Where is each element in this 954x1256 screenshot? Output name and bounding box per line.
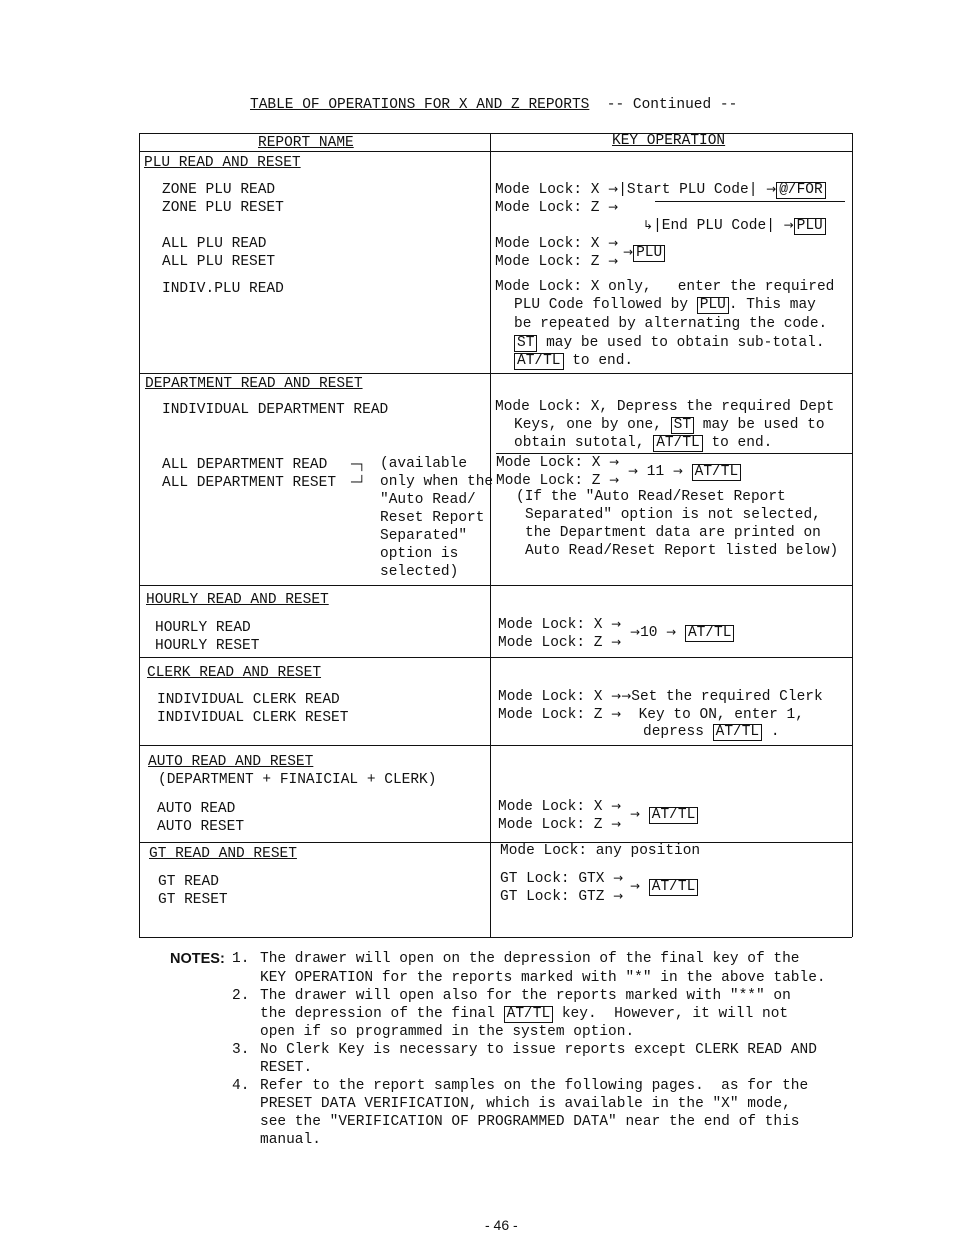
notes-label: NOTES: <box>170 951 225 967</box>
all-plu-op-1-text: Mode Lock: X <box>495 236 600 252</box>
hourly-op-2-text: Mode Lock: Z <box>498 635 603 651</box>
clerk-op-2-text: Mode Lock: Z <box>498 707 603 723</box>
hourly-code-wrap <box>630 623 734 642</box>
arrow-right-icon: → <box>628 464 639 478</box>
clerk-read: INDIVIDUAL CLERK READ <box>157 692 340 708</box>
hourly-code: 10 <box>640 625 658 641</box>
arrow-return-icon: ↳ <box>643 218 654 232</box>
dept-note-1: (If the "Auto Read/Reset Report <box>516 489 786 505</box>
auto-op-1-text: Mode Lock: X <box>498 799 603 815</box>
zone-op-3: ↳|End PLU Code| → PLU <box>643 216 826 235</box>
all-plu-op-2-text: Mode Lock: Z <box>495 254 600 270</box>
note-1-line-1: The drawer will open on the depression of the final key of the <box>260 951 800 967</box>
auto-heading: AUTO READ AND RESET <box>148 754 314 770</box>
note-4-line-1: Refer to the report samples on the following pages. as for the <box>260 1078 809 1094</box>
key-plu: PLU <box>697 297 729 314</box>
all-plu-op-1 <box>495 234 618 253</box>
hourly-op-2 <box>498 633 621 652</box>
all-dept-reset: ALL DEPARTMENT RESET <box>162 475 337 491</box>
auto-op-2 <box>498 815 621 834</box>
auto-key-wrap <box>630 805 698 824</box>
key-at-for: @/FOR <box>776 182 826 199</box>
arrow-right-icon: → <box>611 799 622 813</box>
plu-heading: PLU READ AND RESET <box>144 155 301 171</box>
auto-sub: (DEPARTMENT + FINAICIAL + CLERK) <box>158 772 437 788</box>
arrow-right-icon: → <box>666 625 677 639</box>
arrow-right-icon: → <box>766 182 777 196</box>
clerk-reset: INDIVIDUAL CLERK RESET <box>157 710 349 726</box>
gt-heading: GT READ AND RESET <box>149 846 297 862</box>
table-bottom-border <box>139 937 852 938</box>
divider-dept <box>139 585 852 586</box>
arrow-right-icon: → <box>608 182 619 196</box>
arrow-right-icon: → <box>613 889 624 903</box>
arrow-right-icon: → <box>608 254 619 268</box>
key-at-tl: AT/TL <box>653 435 703 452</box>
indiv-plu-read: INDIV.PLU READ <box>162 281 284 297</box>
indiv-plu-op-2b: . This may <box>728 297 816 313</box>
dept-note-2: Separated" option is not selected, <box>525 507 821 523</box>
arrow-right-icon: → <box>611 635 622 649</box>
indiv-dept-op-2 <box>514 416 825 434</box>
all-dept-op-1 <box>496 453 619 472</box>
arrow-right-icon: → <box>613 871 624 885</box>
header-key-operation: KEY OPERATION <box>612 133 726 149</box>
indiv-dept-op-2a: Keys, one by one, <box>514 417 671 433</box>
note-4-line-2: PRESET DATA VERIFICATION, which is available in the "X" mode, <box>260 1096 791 1112</box>
clerk-op-3-text: depress <box>643 724 713 740</box>
indiv-dept-op-3b: to end. <box>702 435 773 451</box>
table-center-border <box>490 133 491 937</box>
zone-plu-reset: ZONE PLU RESET <box>162 200 284 216</box>
table-header-border <box>139 151 852 152</box>
all-dept-read: ALL DEPARTMENT READ <box>162 457 328 473</box>
clerk-op-3 <box>643 723 780 741</box>
gt-op-1-text: GT Lock: GTX <box>500 871 605 887</box>
zone-op-2 <box>495 198 618 217</box>
divider-hourly <box>139 657 852 658</box>
arrow-right-icon: → <box>611 689 622 703</box>
auto-op-2-text: Mode Lock: Z <box>498 817 603 833</box>
note-4-line-3: see the "VERIFICATION OF PROGRAMMED DATA" near the end of this <box>260 1114 800 1130</box>
arrow-right-icon: → <box>611 617 622 631</box>
indiv-dept-op-3a: obtain sutotal, <box>514 435 654 451</box>
note-3-line-2: RESET. <box>260 1060 313 1076</box>
all-dept-op-1-text: Mode Lock: X <box>496 455 601 471</box>
key-at-tl: AT/TL <box>692 464 742 481</box>
arrow-right-icon: → <box>611 817 622 831</box>
gt-reset: GT RESET <box>158 892 228 908</box>
arrow-right-icon: → <box>630 807 641 821</box>
table-right-border <box>852 133 853 937</box>
indiv-plu-op-5 <box>514 352 633 370</box>
divider-plu <box>139 373 852 374</box>
hourly-read: HOURLY READ <box>155 620 251 636</box>
note-2-line-3: open if so programmed in the system option. <box>260 1024 635 1040</box>
arrow-right-icon: → <box>611 707 622 721</box>
key-plu: PLU <box>794 218 826 235</box>
bracket-bottom-icon: ─┘ <box>351 475 366 489</box>
indiv-dept-op-3 <box>514 434 772 452</box>
dept-heading: DEPARTMENT READ AND RESET <box>145 376 363 392</box>
note-2-line-2b: key. However, it will not <box>553 1006 789 1022</box>
zone-op-2-text: Mode Lock: Z <box>495 200 600 216</box>
dept-note-3: the Department data are printed on <box>525 525 821 541</box>
dept-note-4: Auto Read/Reset Report listed below) <box>525 543 839 559</box>
avail-6: option is <box>380 546 459 562</box>
all-plu-op-2 <box>495 252 618 271</box>
gt-op-1 <box>500 869 623 888</box>
all-plu-key-wrap <box>623 243 665 262</box>
arrow-right-icon: → <box>609 455 620 469</box>
arrow-right-icon: → <box>621 689 632 703</box>
note-1-line-2: KEY OPERATION for the reports marked with "*" in the above table. <box>260 970 826 986</box>
page-number: - 46 - <box>485 1217 518 1233</box>
gt-op-2-text: GT Lock: GTZ <box>500 889 605 905</box>
gt-op-2 <box>500 887 623 906</box>
all-plu-reset: ALL PLU RESET <box>162 254 276 270</box>
auto-read: AUTO READ <box>157 801 236 817</box>
note-3-num: 3. <box>232 1042 250 1058</box>
title-continued: -- Continued -- <box>606 97 738 113</box>
all-dept-op-2-text: Mode Lock: Z <box>496 473 601 489</box>
note-2-line-1: The drawer will open also for the reports marked with "**" on <box>260 988 791 1004</box>
all-dept-code-wrap <box>628 462 741 481</box>
key-st: ST <box>671 417 694 434</box>
table-left-border <box>139 133 140 937</box>
key-plu: PLU <box>633 245 665 262</box>
arrow-right-icon: → <box>783 218 794 232</box>
key-at-tl: AT/TL <box>649 879 699 896</box>
avail-4: Reset Report <box>380 510 485 526</box>
hourly-op-1 <box>498 615 621 634</box>
indiv-plu-op-1: Mode Lock: X only, enter the required <box>495 279 835 295</box>
hourly-reset: HOURLY RESET <box>155 638 260 654</box>
hourly-op-1-text: Mode Lock: X <box>498 617 603 633</box>
note-2-line-2a: the depression of the final <box>260 1006 504 1022</box>
arrow-right-icon: → <box>623 245 634 259</box>
header-report-name: REPORT NAME <box>258 135 354 151</box>
key-at-tl: AT/TL <box>649 807 699 824</box>
key-st: ST <box>514 335 537 352</box>
zone-op-1-text: Mode Lock: X <box>495 182 600 198</box>
zone-plu-read: ZONE PLU READ <box>162 182 276 198</box>
clerk-op-1-text: Mode Lock: X <box>498 689 603 705</box>
all-plu-read: ALL PLU READ <box>162 236 267 252</box>
indiv-plu-op-2a: PLU Code followed by <box>514 297 697 313</box>
avail-5: Separated" <box>380 528 468 544</box>
key-at-tl: AT/TL <box>685 625 735 642</box>
indiv-dept-op-1: Mode Lock: X, Depress the required Dept <box>495 399 835 415</box>
zone-bracket-line <box>655 201 845 202</box>
note-4-num: 4. <box>232 1078 250 1094</box>
indiv-plu-op-2 <box>514 296 816 314</box>
clerk-heading: CLERK READ AND RESET <box>147 665 322 681</box>
all-dept-code: 11 <box>646 464 665 480</box>
indiv-dept-op-2b: may be used to <box>694 417 825 433</box>
avail-3: "Auto Read/ <box>380 492 476 508</box>
note-2-line-2 <box>260 1005 788 1023</box>
key-at-tl: AT/TL <box>514 353 564 370</box>
clerk-op-2b: Key to ON, enter 1, <box>638 707 804 723</box>
avail-1: (available <box>380 456 468 472</box>
note-3-line-1: No Clerk Key is necessary to issue reports except CLERK READ AND <box>260 1042 817 1058</box>
indiv-plu-op-4 <box>514 334 825 352</box>
arrow-right-icon: → <box>609 473 620 487</box>
indiv-plu-op-4-text: may be used to obtain sub-total. <box>537 335 825 351</box>
indiv-dept-read: INDIVIDUAL DEPARTMENT READ <box>162 402 389 418</box>
divider-clerk <box>139 745 852 746</box>
clerk-op-1b: Set the required Clerk <box>631 689 823 705</box>
arrow-right-icon: → <box>608 236 619 250</box>
bracket-top-icon: ─┐ <box>351 457 366 471</box>
note-1-num: 1. <box>232 951 250 967</box>
zone-end-code: End PLU Code <box>661 218 767 234</box>
table-top-border <box>139 133 852 134</box>
gt-read: GT READ <box>158 874 219 890</box>
key-at-tl: AT/TL <box>504 1006 554 1023</box>
auto-op-1 <box>498 797 621 816</box>
zone-start-code: Start PLU Code <box>626 182 749 198</box>
arrow-right-icon: → <box>630 879 641 893</box>
indiv-plu-op-5-text: to end. <box>563 353 634 369</box>
zone-op-1: Mode Lock: X →|Start PLU Code| → @/FOR <box>495 180 826 199</box>
avail-2: only when the <box>380 474 494 490</box>
indiv-plu-op-3: be repeated by alternating the code. <box>514 316 828 332</box>
auto-reset: AUTO RESET <box>157 819 245 835</box>
title-text: TABLE OF OPERATIONS FOR X AND Z REPORTS <box>250 97 590 113</box>
gt-key-wrap <box>630 877 698 896</box>
hourly-heading: HOURLY READ AND RESET <box>146 592 329 608</box>
note-2-num: 2. <box>232 988 250 1004</box>
gt-op-0: Mode Lock: any position <box>500 843 701 859</box>
arrow-right-icon: → <box>608 200 619 214</box>
note-4-line-4: manual. <box>260 1132 321 1148</box>
clerk-op-1 <box>498 687 823 706</box>
divider-auto <box>139 842 852 843</box>
page-title <box>250 96 737 114</box>
clerk-op-3b: . <box>762 724 780 740</box>
avail-7: selected) <box>380 564 459 580</box>
clerk-op-2 <box>498 705 804 724</box>
key-at-tl: AT/TL <box>713 724 763 741</box>
arrow-right-icon: → <box>630 625 641 639</box>
arrow-right-icon: → <box>672 464 683 478</box>
